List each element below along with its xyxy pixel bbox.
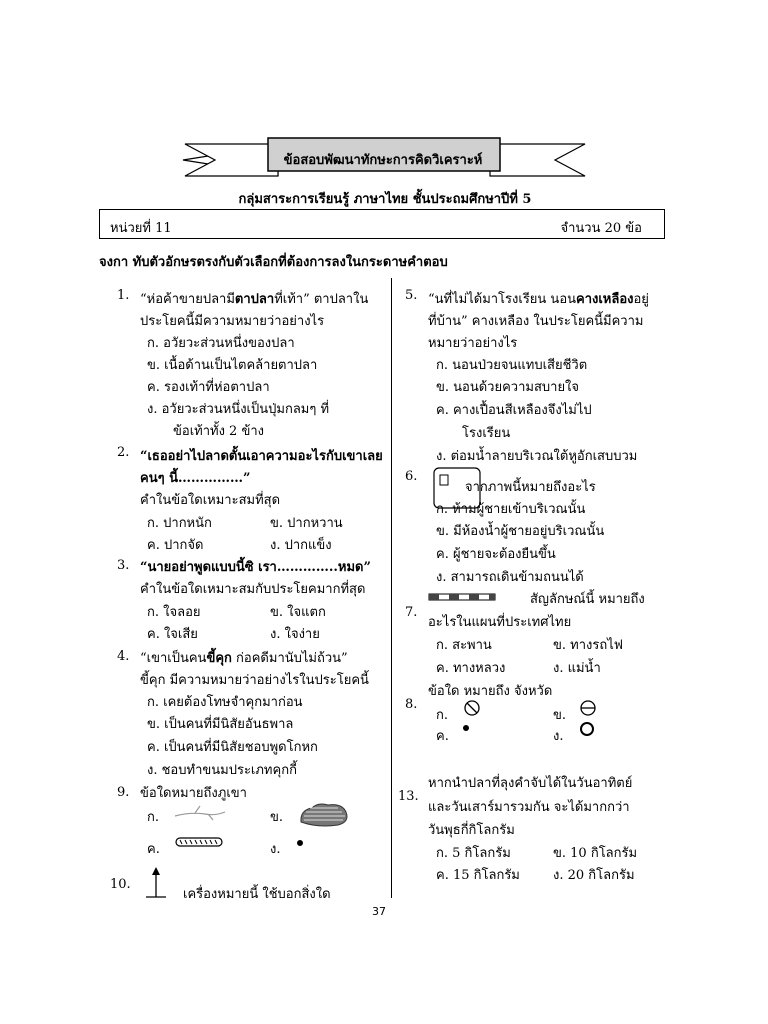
q8-option-c-dot-icon — [462, 724, 472, 734]
q5-stem-2: ที่บ้าน” คางเหลือง ในประโยคนี้มีความ — [428, 314, 644, 329]
q3-option-d[interactable]: ง. ใจง่าย — [270, 627, 320, 642]
q8-option-a[interactable]: ก. — [436, 708, 449, 723]
q5-option-c-2: โรงเรียน — [462, 426, 511, 441]
q1-option-d[interactable]: ง. อวัยวะส่วนหนึ่งเป็นปุ่มกลมๆ ที่ — [147, 402, 330, 417]
q1-stem: “ห่อค้าขายปลามีตาปลาที่เท้า” ตาปลาใน — [140, 292, 369, 307]
q5-option-a[interactable]: ก. นอนป่วยจนแทบเสียชีวิต — [436, 358, 588, 373]
q3-option-b[interactable]: ข. ใจแตก — [270, 605, 326, 620]
q3-stem-2: คำในข้อใดเหมาะสมกับประโยคมากที่สุด — [140, 582, 366, 597]
q9-option-a-branch-icon — [170, 802, 230, 826]
q9-number: 9. — [117, 785, 130, 800]
q13-stem-3: วันพุธกี่กิโลกรัม — [428, 823, 515, 838]
q4-option-b[interactable]: ข. เป็นคนที่มีนิสัยอันธพาล — [147, 717, 294, 732]
q6-option-b[interactable]: ข. มีห้องน้ำผู้ชายอยู่บริเวณนั้น — [436, 524, 605, 539]
q1-option-b[interactable]: ข. เนื้อด้านเป็นไตคล้ายตาปลา — [147, 358, 318, 373]
q1-stem-2: ประโยคนี้มีความหมายว่าอย่างไร — [140, 314, 325, 329]
q5-number: 5. — [405, 288, 418, 303]
q10-arrow-symbol-icon — [143, 865, 169, 901]
q1-option-a[interactable]: ก. อวัยวะส่วนหนึ่งของปลา — [147, 336, 295, 351]
q8-option-c[interactable]: ค. — [436, 729, 449, 744]
q13-stem-2: และวันเสาร์มารวมกัน จะได้มากกว่า — [428, 800, 630, 815]
q7-option-a[interactable]: ก. สะพาน — [436, 638, 492, 653]
q4-stem-2: ขี้คุก มีความหมายว่าอย่างไรในประโยคนี้ — [140, 673, 369, 688]
q7-number: 7. — [405, 605, 418, 620]
q7-option-c[interactable]: ค. ทางหลวง — [436, 661, 506, 676]
q4-option-c[interactable]: ค. เป็นคนที่มีนิสัยชอบพูดโกหก — [147, 740, 318, 755]
q8-option-a-prohibited-circle-icon — [462, 698, 484, 720]
q8-option-d-circle-icon — [578, 719, 600, 741]
q2-option-b[interactable]: ข. ปากหวาน — [270, 516, 343, 531]
q13-option-c[interactable]: ค. 15 กิโลกรัม — [436, 868, 520, 883]
q13-option-a[interactable]: ก. 5 กิโลกรัม — [436, 846, 511, 861]
q1-option-d-2: ข้อเท้าทั้ง 2 ข้าง — [173, 424, 264, 439]
q4-stem: “เขาเป็นคนขี้คุก ก่อคดีมานับไม่ถ้วน” — [140, 651, 348, 666]
q6-option-a[interactable]: ก. ห้ามผู้ชายเข้าบริเวณนั้น — [436, 502, 586, 517]
q2-stem: “เธออย่าไปลาดตั้นเอาความอะไรกับเขาเลย — [140, 449, 383, 464]
q7-option-d[interactable]: ง. แม่น้ำ — [553, 661, 601, 676]
unit-box — [99, 209, 665, 239]
q6-option-c[interactable]: ค. ผู้ชายจะต้องยืนขึ้น — [436, 547, 556, 562]
q6-stem: จากภาพนี้หมายถึงอะไร — [465, 480, 596, 495]
title-banner — [0, 0, 768, 200]
q5-option-d[interactable]: ง. ต่อมน้ำลายบริเวณใต้หูอักเสบบวม — [436, 449, 638, 464]
q10-stem: เครื่องหมายนี้ ใช้บอกสิ่งใด — [183, 887, 331, 902]
q2-stem-3: คำในข้อใดเหมาะสมที่สุด — [140, 493, 281, 508]
q8-option-d[interactable]: ง. — [553, 729, 564, 744]
exam-subtitle: กลุ่มสาระการเรียนรู้ ภาษาไทย ชั้นประถมศึกษาปีที่ 5 — [238, 192, 532, 207]
q1-option-c[interactable]: ค. รองเท้าที่ห่อตาปลา — [147, 380, 270, 395]
instruction: จงกา ทับตัวอักษรตรงกับตัวเลือกที่ต้องการลงในกระดาษคำตอบ — [99, 255, 448, 270]
q9-option-d[interactable]: ง. — [270, 842, 281, 857]
q9-option-a[interactable]: ก. — [147, 810, 160, 825]
q13-stem: หากนำปลาที่ลุงคำจับได้ในวันอาทิตย์ — [428, 776, 633, 791]
q9-stem: ข้อใดหมายถึงภูเขา — [140, 786, 247, 801]
q2-option-d[interactable]: ง. ปากแข็ง — [270, 538, 332, 553]
q5-stem-3: หมายว่าอย่างไร — [428, 336, 518, 351]
q8-stem: ข้อใด หมายถึง จังหวัด — [428, 684, 553, 699]
q4-number: 4. — [117, 649, 130, 664]
q5-stem: “นที่ไม่ได้มาโรงเรียน นอนคางเหลืองอยู่ — [428, 292, 649, 307]
q4-option-a[interactable]: ก. เคยต้องโทษจำคุกมาก่อน — [147, 695, 303, 710]
q13-option-b[interactable]: ข. 10 กิโลกรัม — [553, 846, 638, 861]
q2-number: 2. — [117, 445, 130, 460]
q3-option-c[interactable]: ค. ใจเสีย — [147, 627, 198, 642]
page-number: 37 — [372, 905, 386, 918]
q9-option-c-hill-icon — [174, 834, 226, 850]
q7-stem: สัญลักษณ์นี้ หมายถึง — [530, 592, 645, 607]
q5-option-b[interactable]: ข. นอนด้วยความสบายใจ — [436, 380, 580, 395]
q3-option-a[interactable]: ก. ใจลอย — [147, 605, 201, 620]
q13-option-d[interactable]: ง. 20 กิโลกรัม — [553, 868, 635, 883]
q1-number: 1. — [117, 288, 130, 303]
q10-number: 10. — [110, 877, 131, 892]
q8-option-b[interactable]: ข. — [553, 708, 567, 723]
q7-map-symbol-icon — [428, 592, 498, 602]
column-divider — [391, 278, 392, 898]
q9-option-c[interactable]: ค. — [147, 842, 160, 857]
q2-stem-2: คนๆ นี้……………” — [140, 471, 251, 486]
q9-option-b[interactable]: ข. — [270, 810, 284, 825]
q6-number: 6. — [405, 469, 418, 484]
q13-number: 13. — [398, 789, 419, 804]
q3-stem: “นายอย่าพูดแบบนี้ซิ เรา…………..หมด” — [140, 560, 371, 575]
q7-option-b[interactable]: ข. ทางรถไฟ — [553, 638, 623, 653]
q5-option-c[interactable]: ค. คางเปื้อนสีเหลืองจึงไม่ไป — [436, 403, 592, 418]
q8-number: 8. — [405, 697, 418, 712]
exam-title: ข้อสอบพัฒนาทักษะการคิดวิเคราะห์ — [283, 153, 483, 168]
q2-option-a[interactable]: ก. ปากหนัก — [147, 516, 212, 531]
question-count: จำนวน 20 ข้อ — [560, 221, 642, 236]
q3-number: 3. — [117, 558, 130, 573]
q8-option-b-circle-line-icon — [578, 698, 600, 720]
unit-label: หน่วยที่ 11 — [110, 221, 172, 236]
q4-option-d[interactable]: ง. ชอบทำขนมประเภทคุกกี้ — [147, 763, 297, 778]
q2-option-c[interactable]: ค. ปากจัด — [147, 538, 204, 553]
q9-option-d-dot-icon — [296, 838, 306, 848]
q7-stem-2: อะไรในแผนที่ประเทศไทย — [428, 615, 572, 630]
q6-option-d[interactable]: ง. สามารถเดินข้ามถนนได้ — [436, 570, 584, 585]
q9-option-b-mountain-icon — [298, 800, 350, 830]
